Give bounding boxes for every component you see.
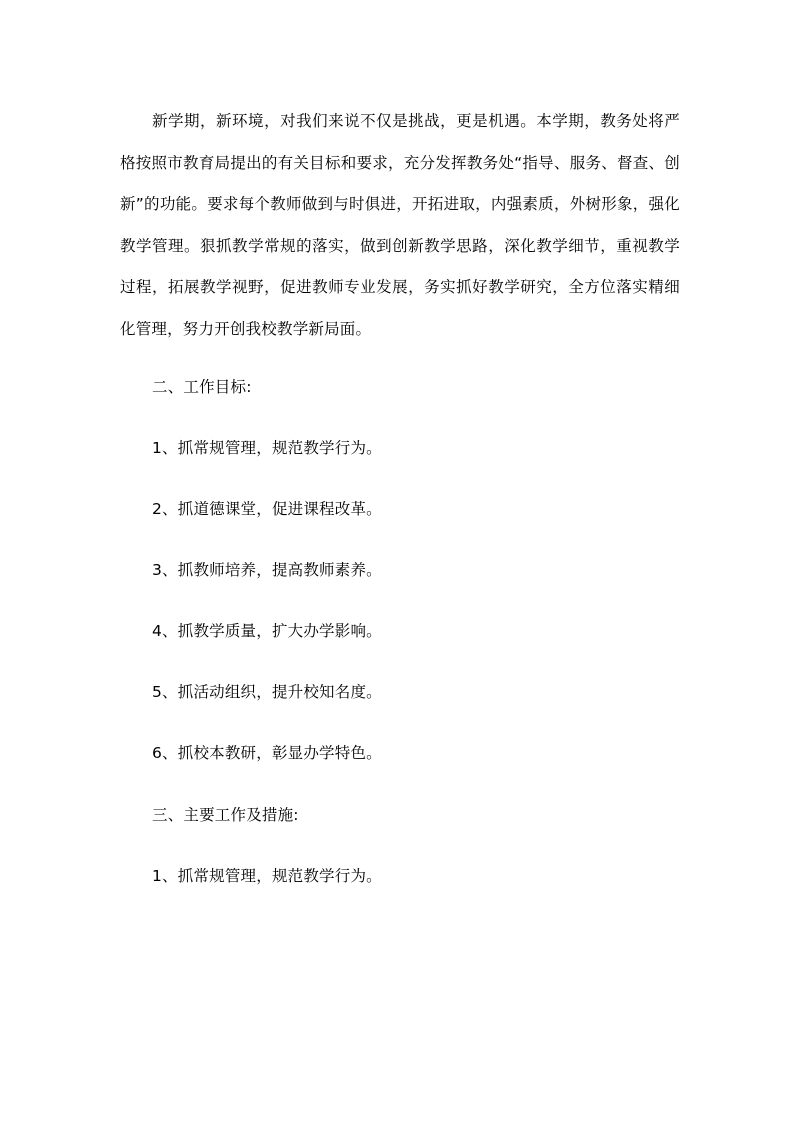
goal-item-4: 4、抓教学质量，扩大办学影响。 xyxy=(152,622,382,640)
goal-item-6: 6、抓校本教研，彰显办学特色。 xyxy=(152,744,382,762)
goal-item-3: 3、抓教师培养，提高教师素养。 xyxy=(152,561,382,579)
goal-item-1: 1、抓常规管理，规范教学行为。 xyxy=(152,439,382,457)
measure-item-1: 1、抓常规管理，规范教学行为。 xyxy=(152,867,382,885)
goal-item-2: 2、抓道德课堂，促进课程改革。 xyxy=(152,500,382,518)
goal-item-5: 5、抓活动组织，提升校知名度。 xyxy=(152,683,382,701)
intro-paragraph: 新学期，新环境，对我们来说不仅是挑战，更是机遇。本学期，教务处将严格按照市教育局提出的有关目标和要求，充分发挥教务处“指导、服务、督查、创新”的功能。要求每个教师做到与时俱进，开拓进取，内强素质，外树形象，强化教学管理。狠抓教学常规的落实，做到创新教学思路，深化教学细节，重视教学过程，拓展教学视野，促进教师专业发展，务实抓好教学研究，全方位落实精细化管理，努力开创我校教学新局面。 xyxy=(120,112,680,338)
section-heading-goals: 二、工作目标: xyxy=(152,378,252,396)
section-heading-measures: 三、主要工作及措施: xyxy=(152,806,299,824)
